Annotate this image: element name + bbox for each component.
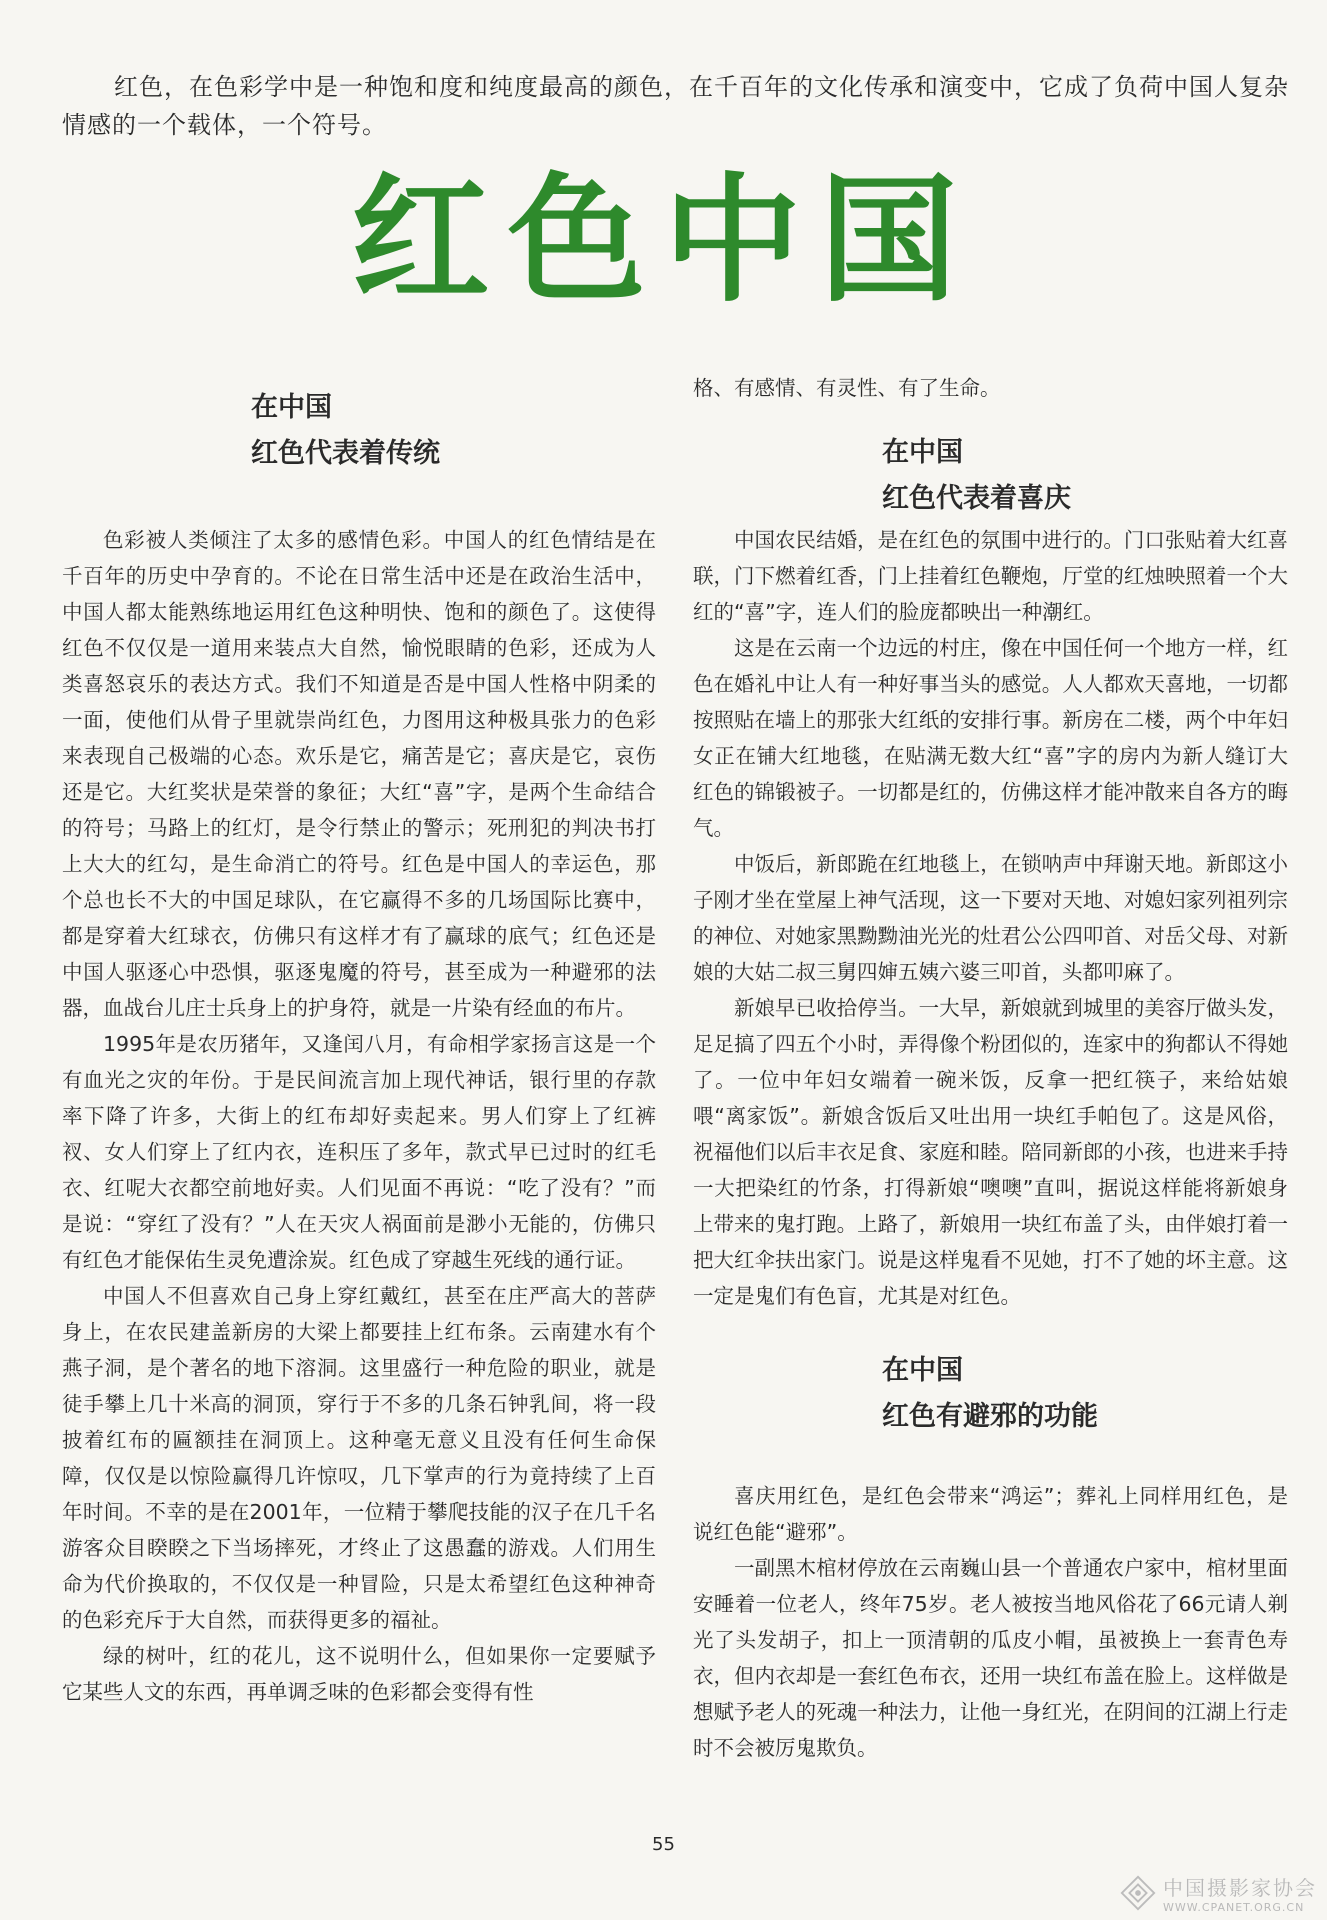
section-heading-celebration [882,430,1288,522]
heading-line-1: 在中国 [251,392,332,423]
page-number: 55 [652,1834,675,1855]
body-paragraph: 绿的树叶，红的花儿，这不说明什么，但如果你一定要赋予它某些人文的东西，再单调乏味的色彩都会变得有性 [62,1644,656,1704]
heading-line-2: 红色代表着传统 [251,438,440,469]
body-paragraph: 新娘早已收拾停当。一大早，新娘就到城里的美容厅做头发，足足搞了四五个小时，弄得像个粉团似的，连家中的狗都认不得她了。一位中年妇女端着一碗米饭，反拿一把红筷子，来给姑娘喂“离家饭”。新娘含饭后又吐出用一块红手帕包了。这是风俗，祝福他们以后丰衣足食、家庭和睦。陪同新郎的小孩，也进来手持一大把染红的竹条，打得新娘“噢噢”直叫，据说这样能将新娘身上带来的鬼打跑。上路了，新娘用一块红布盖了头，由伴娘打着一把大红伞扶出家门。说是这样鬼看不见她，打不了她的坏主意。这一定是鬼们有色盲，尤其是对红色。 [693,996,1288,1308]
section-heading-tradition [251,385,656,477]
body-paragraph: 中国人不但喜欢自己身上穿红戴红，甚至在庄严高大的菩萨身上，在农民建盖新房的大梁上都要挂上红布条。云南建水有个燕子洞，是个著名的地下溶洞。这里盛行一种危险的职业，就是徒手攀上几十米高的洞顶，穿行于不多的几条石钟乳间，将一段披着红布的匾额挂在洞顶上。这种毫无意义且没有任何生命保障，仅仅是以惊险赢得几许惊叹，几下掌声的行为竟持续了上百年时间。不幸的是在2001年，一位精于攀爬技能的汉子在几千名游客众目睽睽之下当场摔死，才终止了这愚蠢的游戏。人们用生命为代价换取的，不仅仅是一种冒险，只是太希望红色这种神奇的色彩充斥于大自然，而获得更多的福祉。 [62,1284,656,1632]
body-paragraph: 色彩被人类倾注了太多的感情色彩。中国人的红色情结是在千百年的历史中孕育的。不论在日常生活中还是在政治生活中，中国人都太能熟练地运用红色这种明快、饱和的颜色了。这使得红色不仅仅是一道用来装点大自然，愉悦眼睛的色彩，还成为人类喜怒哀乐的表达方式。我们不知道是否是中国人性格中阴柔的一面，使他们从骨子里就崇尚红色，力图用这种极具张力的色彩来表现自己极端的心态。欢乐是它，痛苦是它；喜庆是它，哀伤还是它。大红奖状是荣誉的象征；大红“喜”字，是两个生命结合的符号；马路上的红灯，是令行禁止的警示；死刑犯的判决书打上大大的红勾，是生命消亡的符号。红色是中国人的幸运色，那个总也长不大的中国足球队，在它赢得不多的几场国际比赛中，都是穿着大红球衣，仿佛只有这样才有了赢球的底气；红色还是中国人驱逐心中恐惧，驱逐鬼魔的符号，甚至成为一种避邪的法器，血战台儿庄士兵身上的护身符，就是一片染有经血的布片。 [62,528,656,1020]
left-column [62,370,656,1710]
body-paragraph: 中国农民结婚，是在红色的氛围中进行的。门口张贴着大红喜联，门下燃着红香，门上挂着红色鞭炮，厅堂的红烛映照着一个大红的“喜”字，连人们的脸庞都映出一种潮红。 [693,528,1288,624]
watermark-url: WWW.CPANET.ORG.CN [1163,1901,1305,1914]
body-paragraph: 喜庆用红色，是红色会带来“鸿运”；葬礼上同样用红色，是说红色能“避邪”。 [693,1484,1288,1544]
section-heading-ward-off-evil [882,1348,1288,1440]
cpa-logo-icon [1119,1874,1157,1912]
body-paragraph: 1995年是农历猪年，又逢闰八月，有命相学家扬言这是一个有血光之灾的年份。于是民间流言加上现代神话，银行里的存款率下降了许多，大街上的红布却好卖起来。男人们穿上了红裤衩、女人们穿上了红内衣，连积压了多年，款式早已过时的红毛衣、红呢大衣都空前地好卖。人们见面不再说：“吃了没有？”而是说：“穿红了没有？”人在天灾人祸面前是渺小无能的，仿佛只有红色才能保佑生灵免遭涂炭。红色成了穿越生死线的通行证。 [62,1032,656,1272]
body-paragraph: 这是在云南一个边远的村庄，像在中国任何一个地方一样，红色在婚礼中让人有一种好事当头的感觉。人人都欢天喜地，一切都按照贴在墙上的那张大红纸的安排行事。新房在二楼，两个中年妇女正在铺大红地毯，在贴满无数大红“喜”字的房内为新人缝订大红色的锦锻被子。一切都是红的，仿佛这样才能冲散来自各方的晦气。 [693,636,1288,840]
intro-paragraph: 红色，在色彩学中是一种饱和度和纯度最高的颜色，在千百年的文化传承和演变中，它成了负荷中国人复杂情感的一个载体，一个符号。 [62,73,1289,139]
heading-line-2: 红色代表着喜庆 [882,483,1071,514]
watermark-cn: 中国摄影家协会 [1163,1876,1317,1900]
carryover-text: 格、有感情、有灵性、有了生命。 [693,376,1001,400]
body-paragraph: 一副黑木棺材停放在云南巍山县一个普通农户家中，棺材里面安睡着一位老人，终年75岁。老人被按当地风俗花了66元请人剃光了头发胡子，扣上一顶清朝的瓜皮小帽，虽被换上一套青色寿衣，但内衣却是一套红色布衣，还用一块红布盖在脸上。这样做是想赋予老人的死魂一种法力，让他一身红光，在阴间的江湖上行走时不会被厉鬼欺负。 [693,1556,1288,1760]
heading-line-1: 在中国 [882,437,963,468]
page-title: 红色中国 [351,158,976,321]
right-column [693,370,1288,1766]
heading-line-2: 红色有避邪的功能 [882,1401,1098,1432]
watermark [1119,1872,1317,1914]
heading-line-1: 在中国 [882,1355,963,1386]
body-paragraph: 中饭后，新郎跪在红地毯上，在锁呐声中拜谢天地。新郎这小子刚才坐在堂屋上神气活现，这一下要对天地、对媳妇家列祖列宗的神位、对她家黑黝黝油光光的灶君公公四叩首、对岳父母、对新娘的大姑二叔三舅四婶五姨六婆三叩首，头都叩麻了。 [693,852,1288,984]
